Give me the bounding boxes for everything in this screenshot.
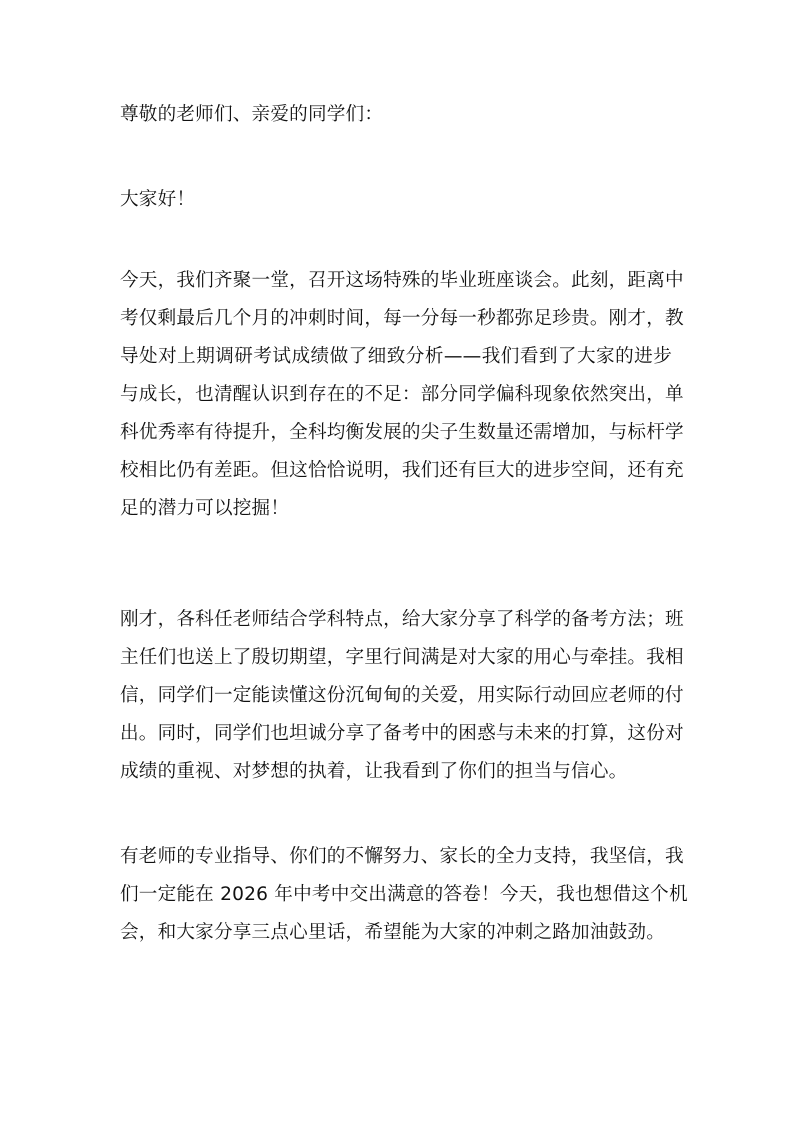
- paragraph-line: 校相比仍有差距。但这恰恰说明，我们还有巨大的进步空间，还有充: [120, 460, 684, 481]
- salutation-text: 尊敬的老师们、亲爱的同学们：: [120, 104, 384, 125]
- paragraph-line: 信，同学们一定能读懂这份沉甸甸的关爱，用实际行动回应老师的付: [120, 685, 684, 706]
- paragraph-line: 科优秀率有待提升，全科均衡发展的尖子生数量还需增加，与标杆学: [120, 422, 684, 443]
- paragraph-2: [120, 601, 684, 791]
- paragraph-line: 主任们也送上了殷切期望，字里行间满是对大家的用心与牵挂。我相: [120, 647, 684, 668]
- paragraph-3: [120, 838, 688, 952]
- paragraph-line: 刚才，各科任老师结合学科特点，给大家分享了科学的备考方法；班: [120, 609, 684, 630]
- greeting-text: 大家好！: [120, 189, 196, 210]
- paragraph-line: 考仅剩最后几个月的冲刺时间，每一分每一秒都弥足珍贵。刚才，教: [120, 308, 684, 329]
- paragraph-line: 们一定能在 2026 年中考中交出满意的答卷！今天，我也想借这个机: [120, 884, 688, 905]
- paragraph-line: 今天，我们齐聚一堂，召开这场特殊的毕业班座谈会。此刻，距离中: [120, 270, 684, 291]
- paragraph-line: 足的潜力可以挖掘！: [120, 498, 290, 519]
- paragraph-line: 导处对上期调研考试成绩做了细致分析——我们看到了大家的进步: [120, 346, 672, 367]
- salutation: [120, 96, 680, 134]
- greeting: [120, 181, 680, 219]
- paragraph-line: 出。同时，同学们也坦诚分享了备考中的困惑与未来的打算，这份对: [120, 723, 684, 744]
- paragraph-1: [120, 262, 684, 528]
- paragraph-line: 成绩的重视、对梦想的执着，让我看到了你们的担当与信心。: [120, 761, 628, 782]
- paragraph-line: 有老师的专业指导、你们的不懈努力、家长的全力支持，我坚信，我: [120, 846, 684, 867]
- paragraph-line: 与成长，也清醒认识到存在的不足：部分同学偏科现象依然突出，单: [120, 384, 684, 405]
- paragraph-line: 会，和大家分享三点心里话，希望能为大家的冲刺之路加油鼓劲。: [120, 922, 666, 943]
